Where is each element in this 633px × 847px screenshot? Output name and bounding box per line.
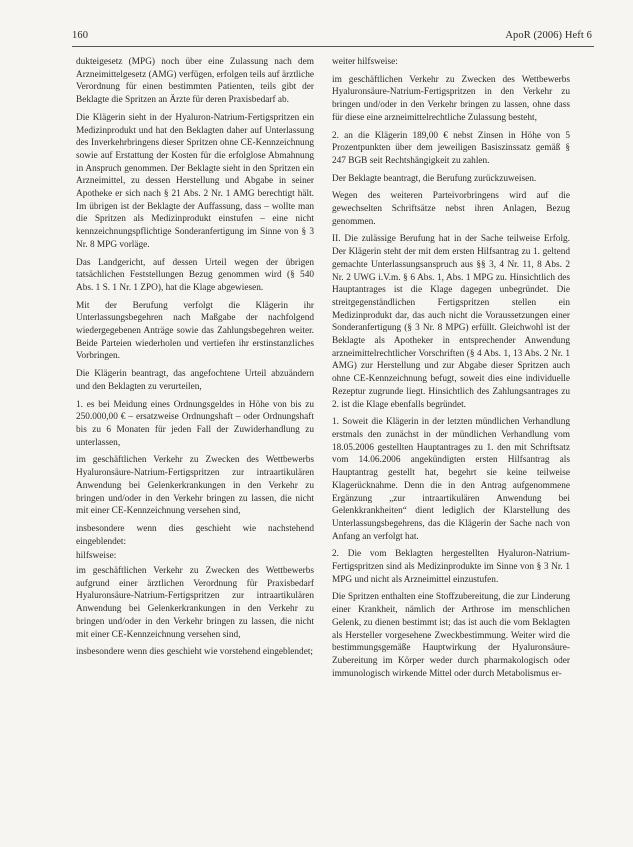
paragraph: 1. Soweit die Klägerin in der letzten mündlichen Verhandlung erstmals den zunächst in der mündlichen Verhandlung vom 18.05.2006 gestellten Hauptantrages zu 1. den mit Schriftsatz vom 14.06.2006 angekündigten ersten Hilfsantrag als Hauptantrag gestellt hat, begehrt sie keine teilweise Klagerücknahme. Denn die in den Antrag aufgenommene Ergänzung „zur intraartikulären Anwendung bei Gelenkkrankheiten“ dient lediglich der Klarstellung des Unterlassungsbegehrens, das die Klägerin der Sache nach von Anfang an verfolgt hat. xyxy=(332,417,570,542)
paragraph: hilfsweise: xyxy=(76,551,117,562)
header-rule xyxy=(72,46,594,47)
left-column xyxy=(76,56,314,664)
paragraph: Wegen des weiteren Parteivorbringens wird auf die gewechselten Schriftsätze nebst ihren Anlagen, Bezug genommen. xyxy=(332,191,570,227)
paragraph: II. Die zulässige Berufung hat in der Sache teilweise Erfolg. Der Klägerin steht der mit dem ersten Hilfsantrag zu 1. geltend gemachte Unterlassungsanspruch aus §§ 3, 4 Nr. 11, 8 Abs. 2 Nr. 2 UWG i.V.m. § 6 Abs. 1, Abs. 1 MPG zu. Hinsichtlich des Hauptantrages ist die Klage dagegen unbegründet. Die streitgegenständlichen Fertigspritzen stellen ein Medizinprodukt dar, das auch nicht die Voraussetzungen einer Sonderanfertigung (§ 3 Nr. 8 MPG) erfüllt. Gleichwohl ist der Beklagte als Apotheker in entsprechender Anwendung arzneimittelrechtlicher Vorschriften (§ 4 Abs. 1, 13 Abs. 2 Nr. 1 AMG) zur Herstellung und zur Abgabe dieser Spritzen auch ohne CE-Kennzeichnung befugt, soweit dies eine individuelle Rezeptur zugrunde liegt. Hinsichtlich des Zahlungsantrages zu 2. ist die Klage ebenfalls begründet. xyxy=(332,234,570,410)
paragraph: Der Beklagte beantragt, die Berufung zurückzuweisen. xyxy=(332,173,537,184)
paragraph: Die Klägerin sieht in der Hyaluron-Natrium-Fertigspritzen ein Medizinprodukt und hat den Beklagten daher auf Unterlassung des Inverkehrbringens dieser Spritzen ohne CE-Kennzeichnung sowie auf Erstattung der Kosten für die erfolglose Abmahnung in Anspruch genommen. Der Beklagte sieht in den Spritzen ein Arzneimittel, zu dessen Herstellung und Abgabe in seiner Apotheke er sich nach § 21 Abs. 2 Nr. 1 AMG berechtigt hält. Im übrigen ist der Beklagte der Auffassung, dass – wollte man die Spritzen als Medizinprodukt einstufen – eine nicht kennzeichnungspflichtige Sonderanfertigung im Sinne von § 3 Nr. 8 MPG vorläge. xyxy=(76,112,314,250)
right-column xyxy=(332,56,570,685)
paragraph: weiter hilfsweise: xyxy=(332,57,398,67)
paragraph: im geschäftlichen Verkehr zu Zwecken des Wettbewerbs aufgrund einer ärztlichen Verordnung für Praxisbedarf Hyaluronsäure-Natrium-Fertigspritzen zur intraartikulären Anwendung bei Gelenkerkrankungen in den Verkehr zu bringen und/oder in den Verkehr bringen zu lassen, die nicht mit einer CE-Kennzeichnung versehen sind, xyxy=(76,566,314,640)
journal-reference: ApoR (2006) Heft 6 xyxy=(505,30,592,41)
page-number: 160 xyxy=(72,30,89,41)
paragraph: im geschäftlichen Verkehr zu Zwecken des Wettbewerbs Hyaluronsäure-Natrium-Fertigspritzen zur intraartikulären Anwendung bei Gelenkerkrankungen in den Verkehr zu bringen und/oder in den Verkehr bringen zu lassen, die nicht mit einer CE-Kennzeichnung versehen sind, xyxy=(76,455,314,517)
paragraph: 1. es bei Meidung eines Ordnungsgeldes in Höhe von bis zu 250.000,00 € – ersatzweise Ordnungshaft – oder Ordnungshaft bis zu 6 Monaten für jeden Fall der Zuwiderhandlung zu unterlassen, xyxy=(76,399,314,448)
paragraph: 2. Die vom Beklagten hergestellten Hyaluron-Natrium-Fertigspritzen sind als Medizinprodukte im Sinne von § 3 Nr. 1 MPG und nicht als Arzneimittel einzustufen. xyxy=(332,549,570,585)
paragraph: Die Klägerin beantragt, das angefochtene Urteil abzuändern und den Beklagten zu verurteilen, xyxy=(76,369,314,392)
paragraph: dukteigesetz (MPG) noch über eine Zulassung nach dem Arzneimittelgesetz (AMG) verfügen, erfolgen teils auf ärztliche Verordnung für einen bestimmten Patienten, teils gibt der Beklagte die Spritzen an Ärzte für deren Praxisbedarf ab. xyxy=(76,57,314,106)
paragraph: Mit der Berufung verfolgt die Klägerin ihr Unterlassungsbegehren nach Maßgabe der nachfolgend wiedergegebenen Anträge sowie das Zahlungsbegehren weiter. Beide Parteien wiederholen und vertiefen ihr erstinstanzliches Vorbringen. xyxy=(76,300,314,362)
paragraph: Die Spritzen enthalten eine Stoffzubereitung, die zur Linderung einer Krankheit, nämlich der Arthrose im menschlichen Gelenk, zu dienen bestimmt ist; das ist auch die vom Beklagten als Hersteller vorgesehene Zweckbestimmung. Weiter wird die bestimmungsgemäße Hauptwirkung der Hyaluronsäure-Zubereitung im Körper weder durch pharmakologisch oder immunologisch wirkende Mittel oder durch Metabolismus er- xyxy=(332,592,570,679)
paragraph: insbesondere wenn dies geschieht wie vorstehend eingeblendet; xyxy=(76,647,313,658)
paragraph: Das Landgericht, auf dessen Urteil wegen der übrigen tatsächlichen Feststellungen Bezug genommen wird (§ 540 Abs. 1 S. 1 Nr. 1 ZPO), hat die Klage abgewiesen. xyxy=(76,257,314,293)
paragraph: 2. an die Klägerin 189,00 € nebst Zinsen in Höhe von 5 Prozentpunkten über dem jeweiligen Basiszinssatz gemäß § 247 BGB seit Rechtshängigkeit zu zahlen. xyxy=(332,130,570,166)
paragraph: insbesondere wenn dies geschieht wie nachstehend eingeblendet: xyxy=(76,523,314,547)
paragraph: im geschäftlichen Verkehr zu Zwecken des Wettbewerbs Hyaluronsäure-Natrium-Fertigspritzen in den Verkehr zu bringen und/oder in den Verkehr bringen zu lassen, ohne dass für diese eine arzneimittelrechtliche Zulassung besteht, xyxy=(332,74,570,123)
